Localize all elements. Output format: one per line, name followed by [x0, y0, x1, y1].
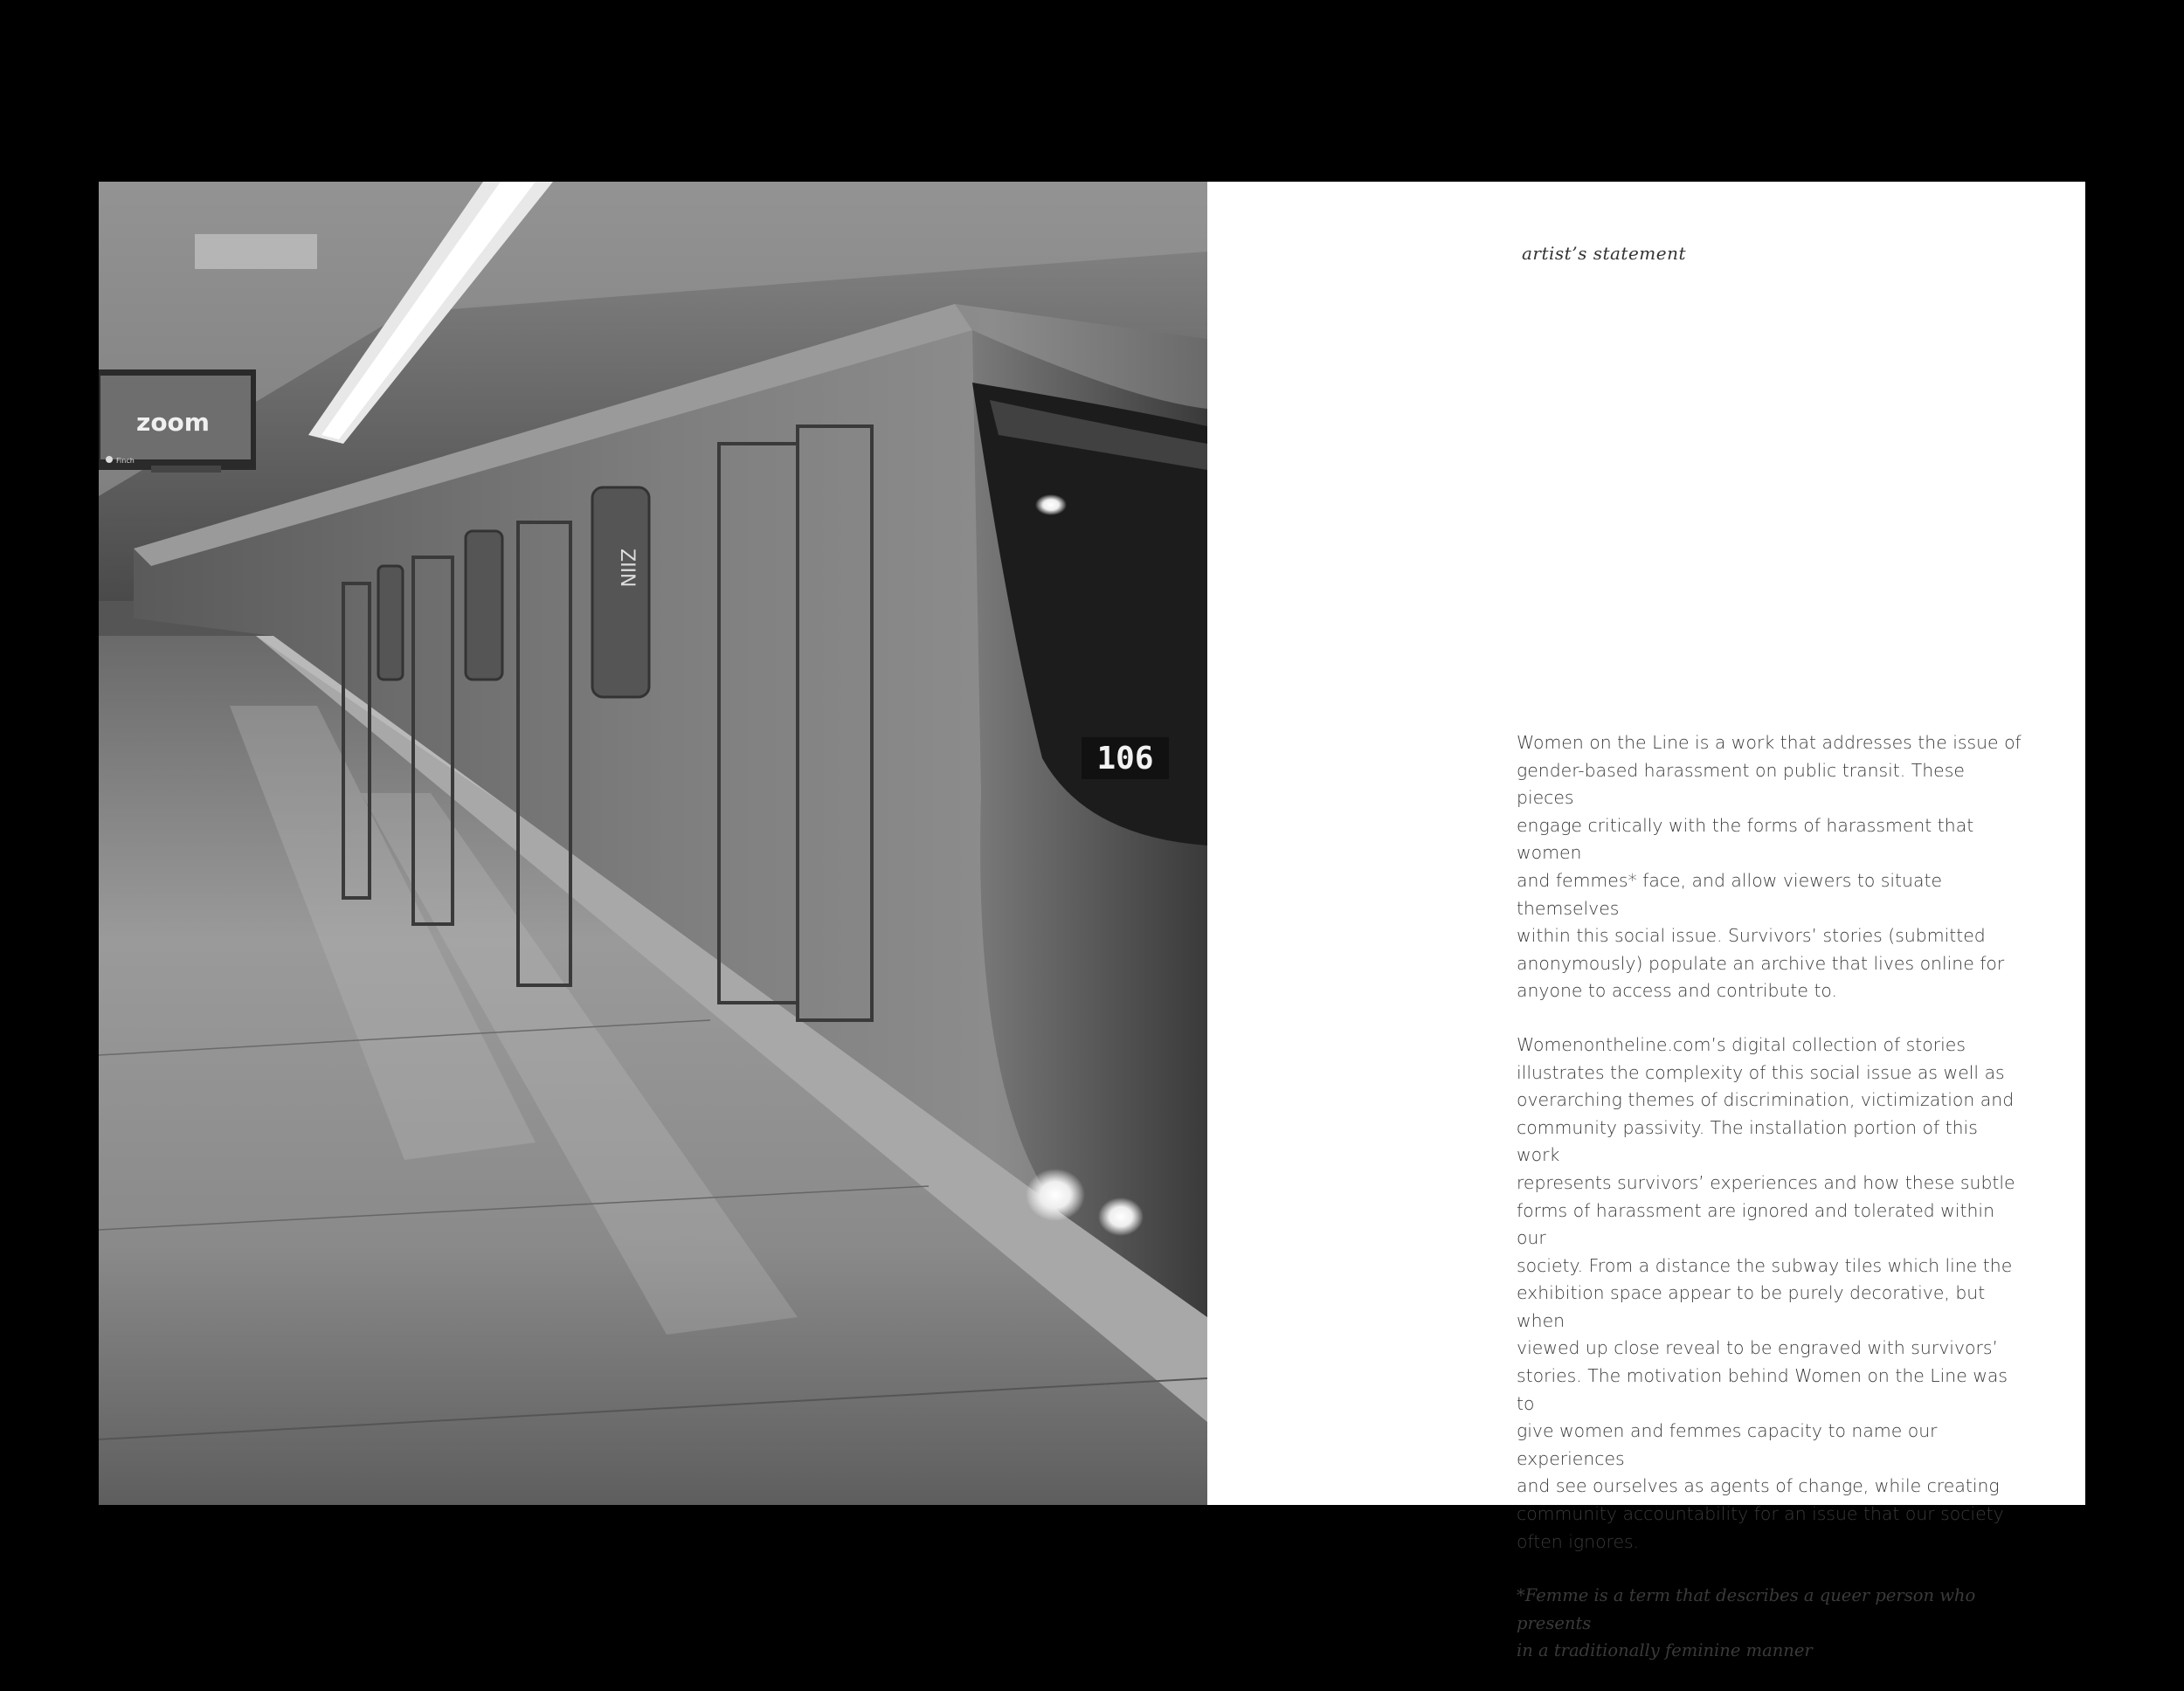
statement-paragraph-2: Womenontheline.com’s digital collection of stories illustrates the complexity of this social issue as well as overarching themes of discrimination, victimization and community passivity. The installation portion of this work represents survivors’ experiences and how these subtle forms of harassment are ignored and tolerated within our society. From a distance the subway tiles which line the exhibition space appear to be purely decorative, but when viewed up close reveal to be engraved with survivors’ stories. The motivation behind Women on the Line was to give women and femmes capacity to name our experiences and see ourselves as agents of change, while creating community accountability for an issue that our society often ignores.	[1517, 1033, 2015, 1552]
statement-paragraph-1: Women on the Line is a work that addresses the issue of gender-based harassment on public transit. These pieces engage critically with the forms of harassment that women and femmes* face, and allow viewers to situate themselves within this social issue. Survivors’ stories (submitted anonymously) populate an archive that lives online for anyone to access and contribute to.	[1517, 732, 2022, 1002]
car-sign-text: ZIIN	[616, 549, 638, 588]
sign-logo-text: zoom	[136, 408, 210, 437]
femme-footnote: *Femme is a term that describes a queer person who presents in a traditionally feminine manner	[1517, 1585, 1976, 1661]
subway-photo	[99, 182, 1207, 1505]
book-spread	[99, 182, 2085, 1661]
platform-monitor-sign	[99, 369, 256, 473]
train-number-display	[1082, 737, 1169, 779]
section-heading: artist’s statement	[1522, 243, 1687, 264]
statement-page	[1207, 182, 2085, 1661]
statement-body	[1517, 729, 2023, 1691]
train-number: 106	[1096, 741, 1154, 776]
sign-station-text: Finch	[116, 457, 135, 465]
